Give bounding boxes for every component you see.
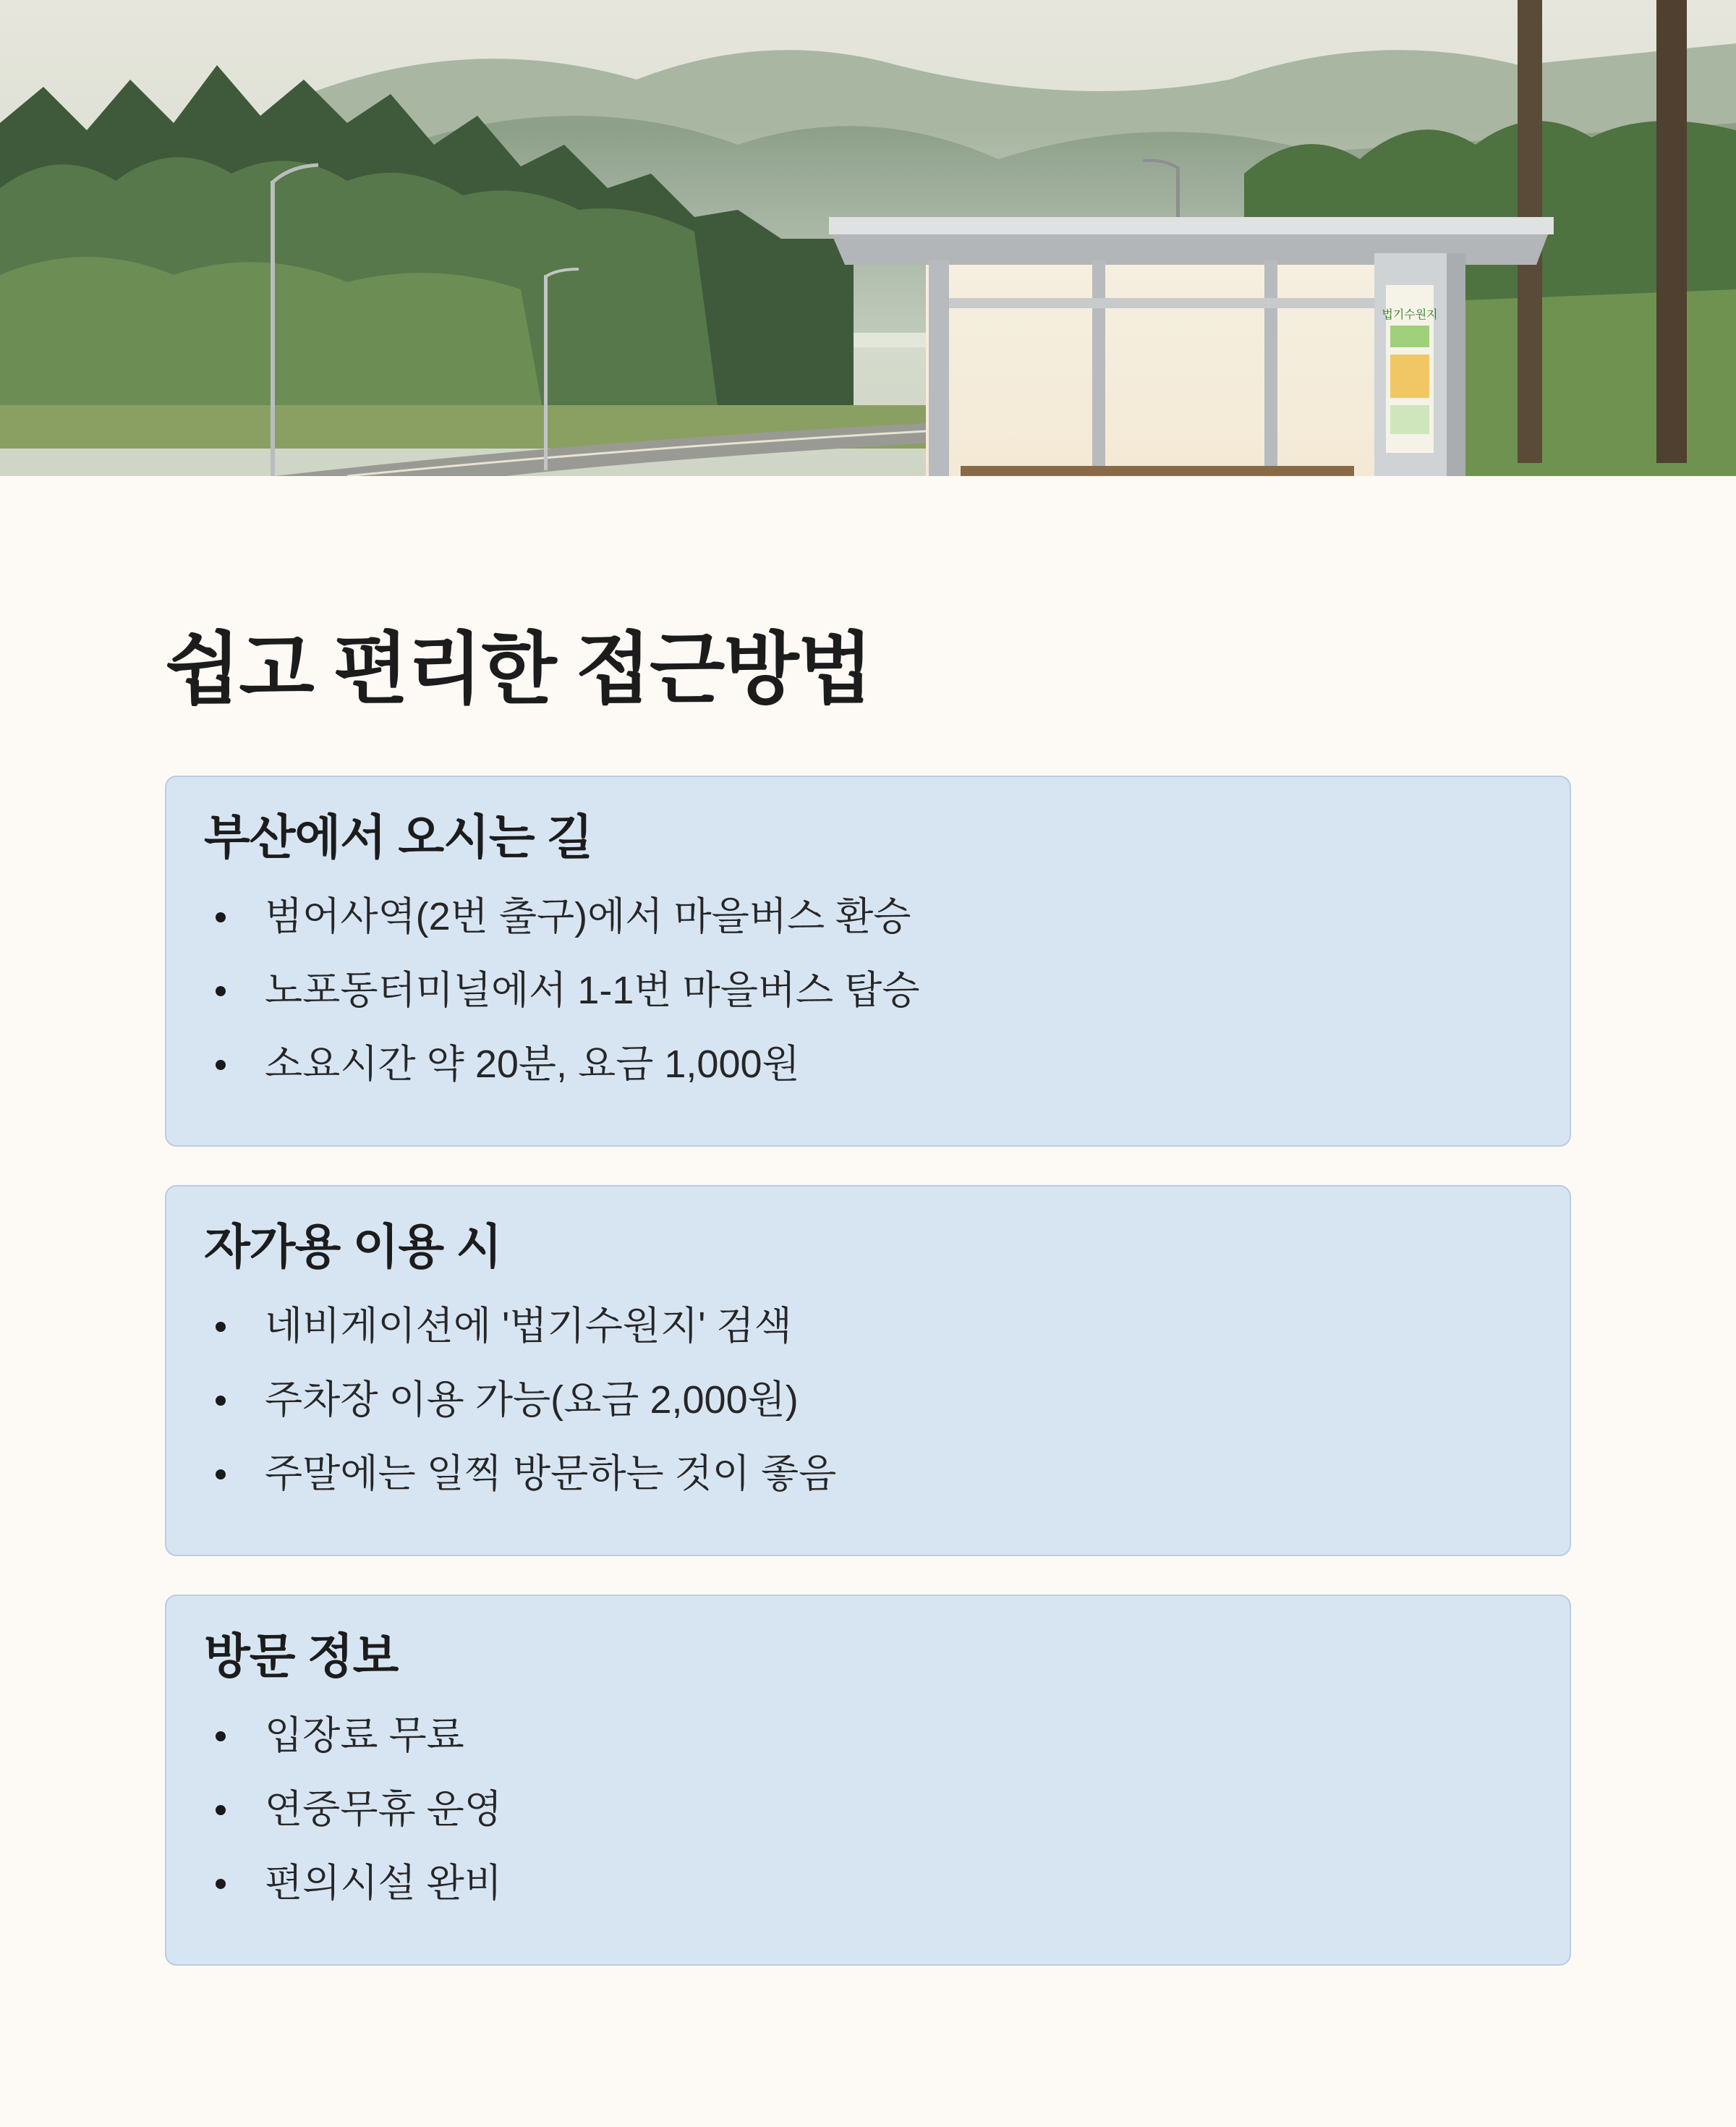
list-item-text: 연중무휴 운영 xyxy=(265,1788,502,1832)
card-list xyxy=(204,1303,1532,1524)
list-item xyxy=(204,1712,1532,1786)
list-item xyxy=(204,1451,1532,1524)
bullet-icon xyxy=(216,1805,226,1815)
card-visit-info xyxy=(165,1595,1571,1966)
list-item-text: 범어사역(2번 출구)에서 마을버스 환승 xyxy=(265,895,911,939)
list-item xyxy=(204,1303,1532,1377)
main-content xyxy=(165,622,1571,1906)
card-title: 방문 정보 xyxy=(204,1629,399,1683)
bullet-icon xyxy=(216,1469,226,1479)
list-item-text: 노포동터미널에서 1-1번 마을버스 탑승 xyxy=(265,969,920,1013)
page-title: 쉽고 편리한 접근방법 xyxy=(165,625,872,713)
card-list xyxy=(204,1712,1532,1934)
list-item-text: 소요시간 약 20분, 요금 1,000원 xyxy=(265,1043,800,1087)
list-item xyxy=(204,1786,1532,1860)
card-busan-directions xyxy=(165,776,1571,1147)
bullet-icon xyxy=(216,1396,226,1406)
list-item-text: 입장료 무료 xyxy=(265,1714,464,1758)
shelter-sign-text: 법기수원지 xyxy=(1382,307,1438,321)
bullet-icon xyxy=(216,1731,226,1741)
card-list xyxy=(204,893,1532,1115)
list-item xyxy=(204,1377,1532,1451)
card-title: 자가용 이용 시 xyxy=(204,1220,502,1273)
list-item xyxy=(204,967,1532,1041)
bullet-icon xyxy=(216,986,226,996)
list-item xyxy=(204,1860,1532,1934)
list-item xyxy=(204,893,1532,967)
bullet-icon xyxy=(216,1322,226,1332)
bullet-icon xyxy=(216,1879,226,1889)
list-item-text: 편의시설 완비 xyxy=(265,1861,502,1906)
card-title: 부산에서 오시는 길 xyxy=(204,810,592,864)
list-item-text: 네비게이션에 '법기수원지' 검색 xyxy=(265,1304,792,1349)
card-car-directions xyxy=(165,1185,1571,1556)
list-item-text: 주차장 이용 가능(요금 2,000원) xyxy=(265,1378,799,1422)
list-item-text: 주말에는 일찍 방문하는 것이 좋음 xyxy=(265,1452,837,1496)
list-item xyxy=(204,1041,1532,1115)
hero-image xyxy=(0,0,1736,476)
bullet-icon xyxy=(216,912,226,922)
bullet-icon xyxy=(216,1060,226,1070)
